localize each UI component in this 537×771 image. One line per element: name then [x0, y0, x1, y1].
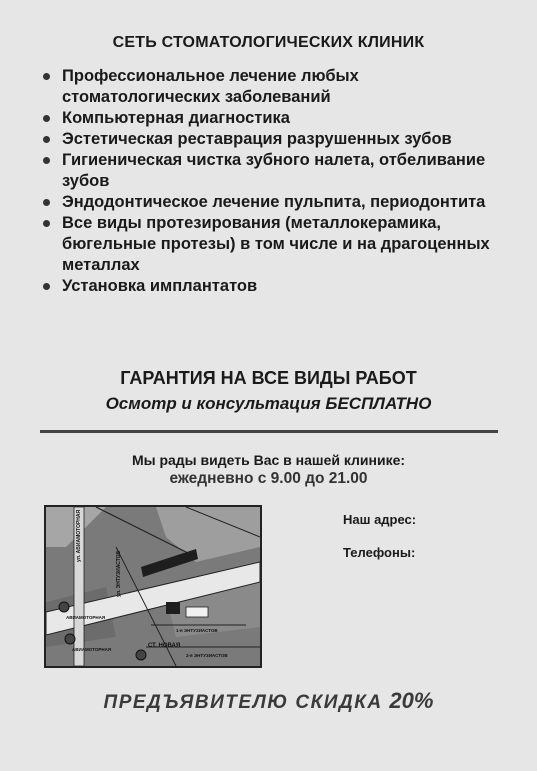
map-label-street-1: 1-я ЭНТУЗИАСТОВ — [176, 628, 218, 633]
services-list — [40, 66, 520, 297]
service-item — [40, 276, 520, 297]
service-item — [40, 66, 520, 108]
divider — [40, 430, 498, 433]
discount-percent: 20% — [389, 688, 434, 713]
service-item — [40, 192, 520, 213]
guarantee-title: ГАРАНТИЯ НА ВСЕ ВИДЫ РАБОТ — [120, 368, 417, 388]
service-text: Установка имплантатов — [62, 277, 258, 295]
service-text: Эстетическая реставрация разрушенных зубов — [62, 130, 452, 148]
bullet-icon — [43, 199, 50, 206]
map-label-station: СТ. НОВАЯ — [148, 643, 181, 649]
opening-hours: ежедневно с 9.00 до 21.00 — [169, 470, 368, 487]
map-drawing — [46, 507, 260, 666]
location-map — [44, 505, 262, 668]
consult-free: БЕСПЛАТНО — [325, 394, 432, 413]
map-label-street-left: ул. АВИАМОТОРНАЯ — [76, 509, 82, 562]
service-text: Гигиеническая чистка зубного налета, отбеливание зубов — [62, 151, 486, 190]
map-label-metro-bottom: АВИАМОТОРНАЯ — [72, 647, 112, 652]
bullet-icon — [43, 136, 50, 143]
discount-banner — [0, 688, 537, 714]
map-label-metro-top: АВИАМОТОРНАЯ — [66, 615, 106, 620]
service-text: Компьютерная диагностика — [62, 109, 290, 127]
service-text: Эндодонтическое лечение пульпита, периодонтита — [62, 193, 486, 211]
consult-line — [0, 394, 537, 414]
address-label: Наш адрес: — [343, 512, 417, 527]
discount-text: ПРЕДЪЯВИТЕЛЮ СКИДКА — [103, 692, 383, 713]
bullet-icon — [43, 220, 50, 227]
bullet-icon — [43, 115, 50, 122]
service-item — [40, 213, 502, 276]
map-label-street-2: 2-я ЭНТУЗИАСТОВ — [186, 653, 228, 658]
heading: СЕТЬ СТОМАТОЛОГИЧЕСКИХ КЛИНИК — [112, 34, 425, 51]
welcome-text: Мы рады видеть Вас в нашей клинике: — [131, 452, 406, 468]
consult-text: Осмотр и консультация — [105, 394, 321, 413]
service-item — [40, 150, 520, 192]
bullet-icon — [43, 283, 50, 290]
service-item — [40, 108, 520, 129]
service-item — [40, 129, 520, 150]
bullet-icon — [43, 157, 50, 164]
map-label-street-right: ул. ЭНТУЗИАСТОВ — [116, 550, 122, 597]
service-text: Все виды протезирования (металлокерамика, бюгельные протезы) в том числе и на драгоценных металлах — [62, 214, 490, 274]
bullet-icon — [43, 73, 50, 80]
service-text: Профессиональное лечение любых стоматологических заболеваний — [62, 67, 359, 106]
phones-label: Телефоны: — [343, 545, 416, 560]
